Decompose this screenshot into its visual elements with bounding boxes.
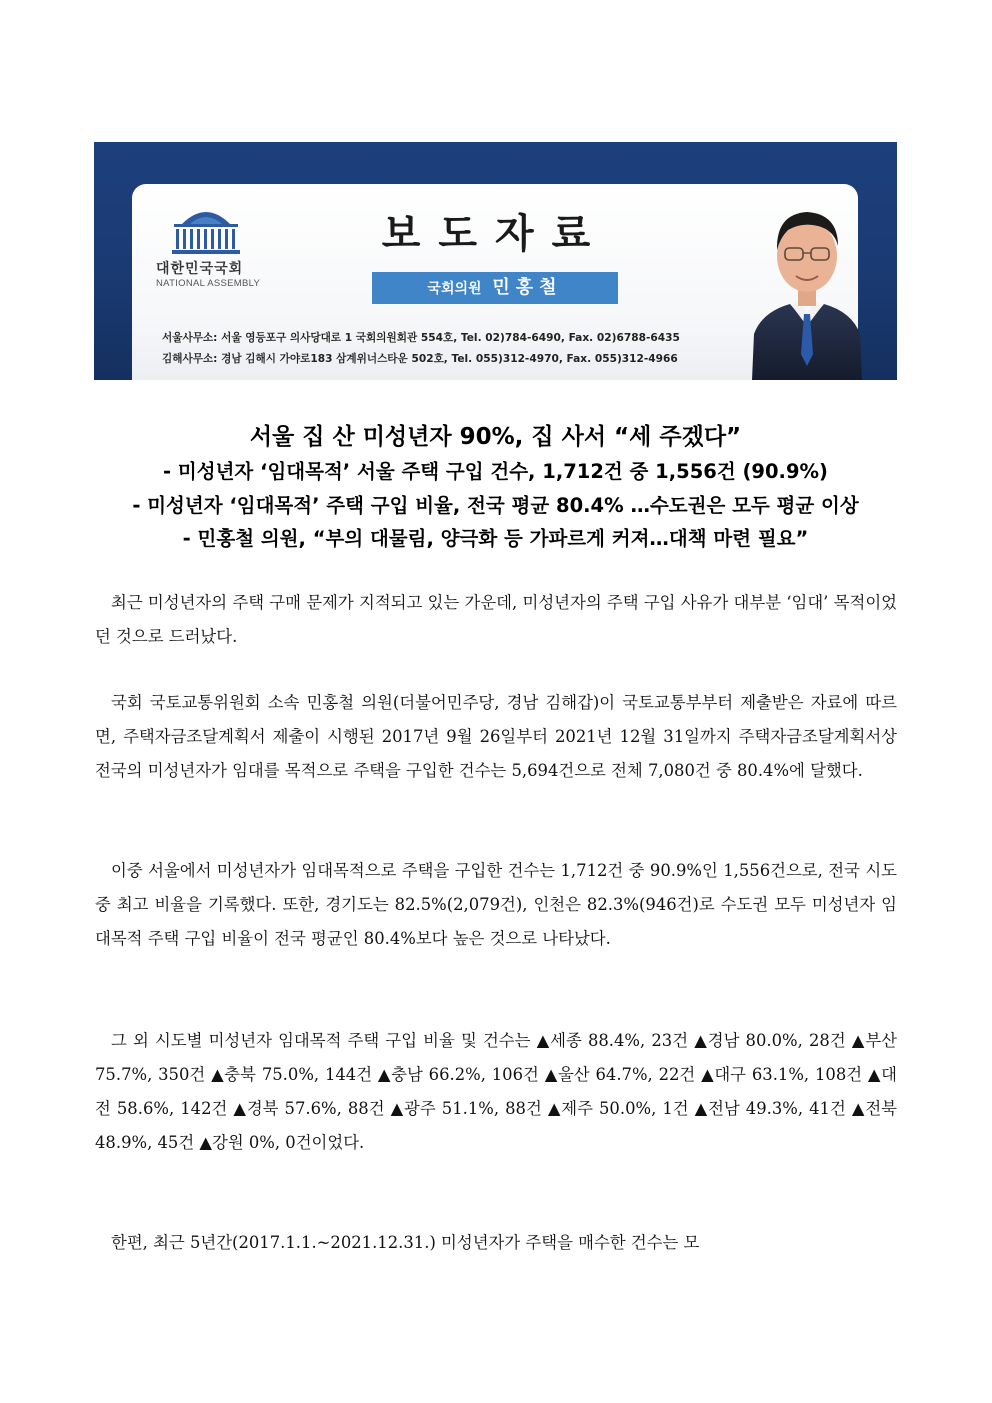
body-paragraph-1: 최근 미성년자의 주택 구매 문제가 지적되고 있는 가운데, 미성년자의 주택 구입 사유가 대부분 ‘임대’ 목적이었던 것으로 드러났다. xyxy=(95,593,897,646)
national-assembly-logo-icon xyxy=(160,204,260,260)
gimhae-office-address: 김해사무소: 경남 김해시 가야로183 삼계위너스타운 502호, Tel. 055)312-4970, Fax. 055)312-4966 xyxy=(162,353,678,365)
logo-english-text: NATIONAL ASSEMBLY xyxy=(156,278,261,289)
headline-sub-1: - 미성년자 ‘임대목적’ 서울 주택 구입 건수, 1,712건 중 1,556건 (90.9%) xyxy=(163,460,828,483)
member-portrait xyxy=(752,184,862,380)
seoul-office-address: 서울사무소: 서울 영등포구 의사당대로 1 국회의원회관 554호, Tel. 02)784-6490, Fax. 02)6788-6435 xyxy=(162,332,680,344)
press-release-title: 보도자료 xyxy=(381,211,609,257)
logo-korean-text: 대한민국국회 xyxy=(156,261,244,277)
body-paragraph-2: 국회 국토교통위원회 소속 민홍철 의원(더불어민주당, 경남 김해갑)이 국토교통부부터 제출받은 자료에 따르면, 주택자금조달계획서 제출이 시행된 2017년 9월 26일부터 2021년 12월 31일까지 주택자금조달계획서상 전국의 미성년자가 임대를 목적으로 주택을 구입한 건수는 5,694건으로 전체 7,080건 중 80.4%에 달했다. xyxy=(95,693,897,780)
body-paragraph-3: 이중 서울에서 미성년자가 임대목적으로 주택을 구입한 건수는 1,712건 중 90.9%인 1,556건으로, 전국 시도 중 최고 비율을 기록했다. 또한, 경기도는 82.5%(2,079건), 인천은 82.3%(946건)로 수도권 모두 미성년자 임대목적 주택 구입 비율이 전국 평균인 80.4%보다 높은 것으로 나타났다. xyxy=(95,861,897,948)
member-label-box xyxy=(372,272,618,304)
press-release-banner xyxy=(94,142,897,380)
headline-main: 서울 집 산 미성년자 90%, 집 사서 “세 주겠다” xyxy=(249,424,742,450)
body-paragraph-5: 한편, 최근 5년간(2017.1.1.~2021.12.31.) 미성년자가 주택을 매수한 건수는 모 xyxy=(111,1233,700,1252)
member-name: 민홍철 xyxy=(492,277,563,298)
body-paragraph-4: 그 외 시도별 미성년자 임대목적 주택 구입 비율 및 건수는 ▲세종 88.4%, 23건 ▲경남 80.0%, 28건 ▲부산 75.7%, 350건 ▲충북 75.0%, 144건 ▲충남 66.2%, 106건 ▲울산 64.7%, 22건 ▲대구 63.1%, 108건 ▲대전 58.6%, 142건 ▲경북 57.6%, 88건 ▲광주 51.1%, 88건 ▲제주 50.0%, 1건 ▲전남 49.3%, 41건 ▲전북 48.9%, 45건 ▲강원 0%, 0건이었다. xyxy=(95,1031,897,1152)
headline-sub-2: - 미성년자 ‘임대목적’ 주택 구입 비율, 전국 평균 80.4% …수도권은 모두 평균 이상 xyxy=(132,494,859,517)
banner-card xyxy=(132,184,858,380)
headline-sub-3: - 민홍철 의원, “부의 대물림, 양극화 등 가파르게 커져…대책 마련 필요” xyxy=(182,527,809,550)
member-label: 국회의원 xyxy=(427,281,482,297)
